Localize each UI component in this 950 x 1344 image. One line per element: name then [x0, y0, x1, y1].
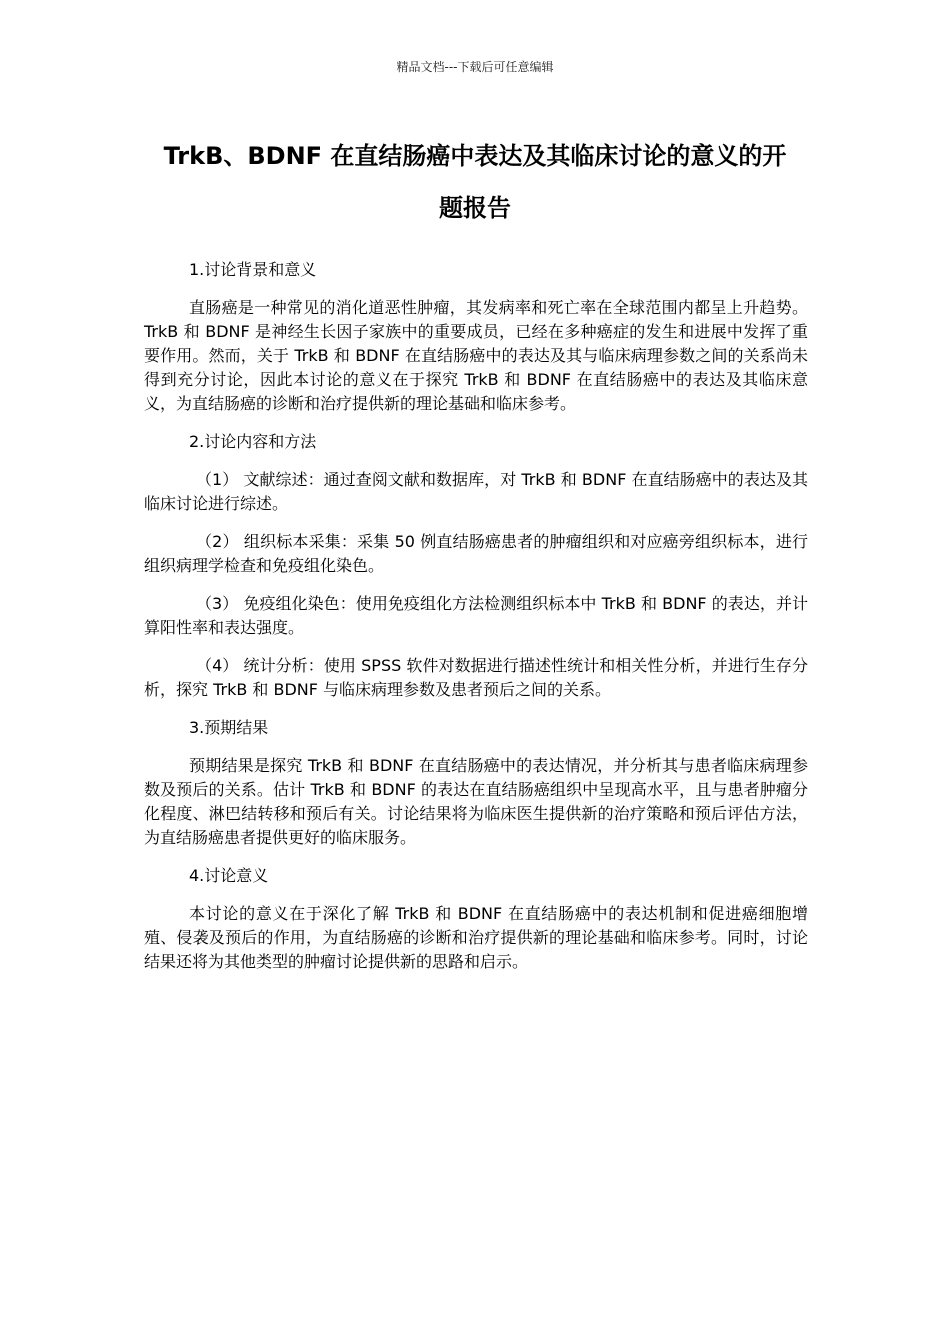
methods-item-staining: （3） 免疫组化染色：使用免疫组化方法检测组织标本中 TrkB 和 BDNF 的表达，并计算阳性率和表达强度。: [144, 594, 808, 637]
header-note: 精品文档---下载后可任意编辑: [396, 60, 554, 74]
paragraph-expected-results: 预期结果是探究 TrkB 和 BDNF 在直结肠癌中的表达情况，并分析其与患者临床病理参数及预后的关系。估计 TrkB 和 BDNF 的表达在直结肠癌组织中呈现高水平，且与患者肿瘤分化程度、淋巴结转移和预后有关。讨论结果将为临床医生提供新的治疗策略和预后评估方法，为直结肠癌患者提供更好的临床服务。: [144, 756, 808, 847]
methods-item-sampling: （2） 组织标本采集：采集 50 例直结肠癌患者的肿瘤组织和对应癌旁组织标本，进行组织病理学检查和免疫组化染色。: [144, 532, 808, 575]
methods-item-statistics: （4） 统计分析：使用 SPSS 软件对数据进行描述性统计和相关性分析，并进行生存分析，探究 TrkB 和 BDNF 与临床病理参数及患者预后之间的关系。: [144, 656, 808, 699]
paragraph-background: 直肠癌是一种常见的消化道恶性肿瘤，其发病率和死亡率在全球范围内都呈上升趋势。TrkB 和 BDNF 是神经生长因子家族中的重要成员，已经在多种癌症的发生和进展中发挥了重要作用。然而，关于 TrkB 和 BDNF 在直结肠癌中的表达及其与临床病理参数之间的关系尚未得到充分讨论，因此本讨论的意义在于探究 TrkB 和 BDNF 在直结肠癌中的表达及其临床意义，为直结肠癌的诊断和治疗提供新的理论基础和临床参考。: [144, 298, 808, 413]
section-heading-significance: 4.讨论意义: [189, 866, 269, 885]
section-heading-methods: 2.讨论内容和方法: [189, 432, 317, 451]
section-heading-background: 1.讨论背景和意义: [189, 260, 317, 279]
paragraph-significance: 本讨论的意义在于深化了解 TrkB 和 BDNF 在直结肠癌中的表达机制和促进癌细胞增殖、侵袭及预后的作用，为直结肠癌的诊断和治疗提供新的理论基础和临床参考。同时，讨论结果还将为其他类型的肿瘤讨论提供新的思路和启示。: [144, 904, 808, 971]
title-line-1: TrkB、BDNF 在直结肠癌中表达及其临床讨论的意义的开: [163, 142, 787, 170]
methods-item-literature: （1） 文献综述：通过查阅文献和数据库，对 TrkB 和 BDNF 在直结肠癌中的表达及其临床讨论进行综述。: [144, 470, 808, 513]
document-body: [144, 258, 808, 988]
section-heading-expected-results: 3.预期结果: [189, 718, 269, 737]
title-line-2: 题报告: [439, 194, 511, 222]
document-title: [143, 130, 807, 234]
